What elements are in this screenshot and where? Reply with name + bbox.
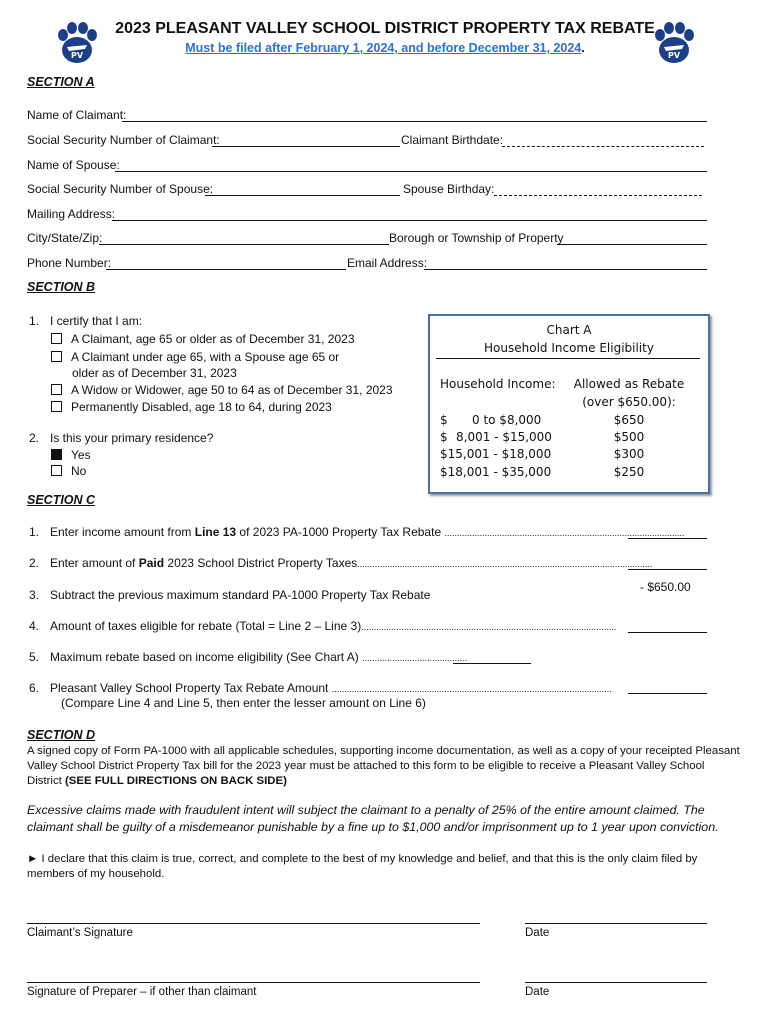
section-d-paragraph-text: A signed copy of Form PA-1000 with all applicable schedules, supporting income documentation, as well as a copy of your receipted Pleasant Valley School District Property Tax bill for the 2023 year must be attached to this form to be eligible to receive a Pleasant Valley School District <box>27 745 740 787</box>
line-5-number: 5. <box>29 650 40 664</box>
line-4-field[interactable] <box>628 632 707 633</box>
fraud-warning: Excessive claims made with fraudulent intent will subject the claimant to a penalty of 25% of the entire amount claimed. The claimant shall be guilty of a misdemeanor punishable by a fine up to $1,000 and/or imprisonment up to 1 year upon conviction. <box>27 803 719 834</box>
line-6-subtext: (Compare Line 4 and Line 5, then enter the lesser amount on Line 6) <box>61 696 426 710</box>
line-2-text-c: 2023 School District Property Taxes <box>164 556 358 570</box>
filing-deadline <box>0 41 770 55</box>
city-state-zip-label: City/State/Zip: <box>27 231 103 245</box>
preparer-signature-label: Signature of Preparer – if other than claimant <box>27 986 257 998</box>
section-d-paragraph <box>27 744 742 789</box>
income-row-1: 0 to $8,000 <box>472 413 542 427</box>
checkbox-icon[interactable] <box>51 333 62 344</box>
rebate-row-3: $300 <box>613 447 645 461</box>
option-disabled[interactable] <box>51 400 332 414</box>
claimant-ssn-label: Social Security Number of Claimant: <box>27 133 220 147</box>
line-3-number: 3. <box>29 588 40 602</box>
svg-text:PV: PV <box>70 51 84 60</box>
option-spouse-65-label: A Claimant under age 65, with a Spouse age 65 or <box>71 350 340 364</box>
checkbox-icon[interactable] <box>51 401 62 412</box>
claimant-ssn-field[interactable] <box>212 146 400 147</box>
question-1-number: 1. <box>29 314 40 328</box>
claimant-name-label: Name of Claimant: <box>27 108 127 122</box>
phone-label: Phone Number: <box>27 256 112 270</box>
income-row-2-dollar: $ <box>440 430 448 444</box>
line-3-value: - $650.00 <box>640 580 691 594</box>
checkbox-icon[interactable] <box>51 384 62 395</box>
line-4-leader: ...................................................................................................... <box>361 622 617 632</box>
option-no-label: No <box>71 464 87 478</box>
spouse-birthday-field[interactable] <box>494 195 702 196</box>
line-1-leader: ................................................................................................ <box>444 528 685 538</box>
line-6-field[interactable] <box>628 693 707 694</box>
line-5-text <box>50 650 467 664</box>
claimant-name-row <box>27 108 126 122</box>
spouse-ssn-row <box>27 182 213 196</box>
claimant-signature-field[interactable] <box>27 923 480 924</box>
chart-a-divider <box>436 358 700 359</box>
borough-township-label: Borough or Township of Property <box>389 231 564 245</box>
line-2-leader: ...................................................................................................................... <box>357 559 653 569</box>
checkbox-checked-icon[interactable] <box>51 449 62 460</box>
mailing-address-label: Mailing Address: <box>27 207 116 221</box>
date-2-label: Date <box>525 986 550 998</box>
question-1-text: I certify that I am: <box>50 314 143 328</box>
declaration <box>27 852 742 882</box>
section-b-heading: SECTION B <box>27 280 96 294</box>
checkbox-icon[interactable] <box>51 351 62 362</box>
line-2-text-a: Enter amount of <box>50 556 139 570</box>
spouse-name-field[interactable] <box>115 171 707 172</box>
option-widow[interactable] <box>51 383 393 397</box>
option-no[interactable] <box>51 464 86 478</box>
preparer-signature-field[interactable] <box>27 982 480 983</box>
line-4-number: 4. <box>29 619 40 633</box>
spouse-name-row <box>27 158 120 172</box>
line-1-text <box>50 525 685 539</box>
option-widow-label: A Widow or Widower, age 50 to 64 as of December 31, 2023 <box>71 383 393 397</box>
line-6-leader: ................................................................................................................ <box>331 684 612 694</box>
line-6-text-a: Pleasant Valley School Property Tax Rebate Amount <box>50 681 332 695</box>
line-1-text-c: of 2023 PA-1000 Property Tax Rebate <box>236 525 445 539</box>
chart-a-title: Chart A <box>546 323 592 337</box>
option-yes[interactable] <box>51 448 91 462</box>
income-header: Household Income: <box>440 377 556 391</box>
question-2-number: 2. <box>29 431 40 445</box>
question-2-text: Is this your primary residence? <box>50 431 214 445</box>
phone-field[interactable] <box>106 269 346 270</box>
filing-deadline-text: Must be filed after February 1, 2024, and before December 31, 2024 <box>185 41 582 55</box>
line-3-text: Subtract the previous maximum standard PA-1000 Property Tax Rebate <box>50 588 431 602</box>
section-d-directions: (SEE FULL DIRECTIONS ON BACK SIDE) <box>64 775 287 787</box>
claimant-birthdate-label: Claimant Birthdate: <box>401 133 504 147</box>
line-6-number: 6. <box>29 681 40 695</box>
rebate-header-1: Allowed as Rebate <box>573 377 685 391</box>
option-yes-label: Yes <box>71 448 91 462</box>
chart-a-subtitle: Household Income Eligibility <box>484 341 654 355</box>
claimant-birthdate-field[interactable] <box>502 146 704 147</box>
option-spouse-65[interactable] <box>51 350 339 364</box>
filing-deadline-period: . <box>581 41 585 55</box>
line-2-text <box>50 556 653 570</box>
city-state-zip-field[interactable] <box>99 244 389 245</box>
declaration-text: I declare that this claim is true, correct, and complete to the best of my knowledge and belief, and that this is the only claim filed by members of my household. <box>27 853 698 880</box>
line-1-text-b: Line 13 <box>194 525 237 539</box>
rebate-row-2: $500 <box>613 430 645 444</box>
spouse-birthday-label: Spouse Birthday: <box>403 182 495 196</box>
line-4-text-a: Amount of taxes eligible for rebate (Total = Line 2 – Line 3) <box>50 619 362 633</box>
svg-text:PV: PV <box>667 51 681 60</box>
line-2-number: 2. <box>29 556 40 570</box>
spouse-name-label: Name of Spouse: <box>27 158 120 172</box>
claimant-name-field[interactable] <box>122 121 707 122</box>
section-a-heading: SECTION A <box>27 75 95 89</box>
date-1-field[interactable] <box>525 923 707 924</box>
option-spouse-65-line2: older as of December 31, 2023 <box>72 366 237 380</box>
arrow-right-icon: ► <box>27 853 39 865</box>
income-row-3: $15,001 - $18,000 <box>440 447 552 461</box>
line-5-field[interactable] <box>453 663 531 664</box>
email-field[interactable] <box>424 269 707 270</box>
checkbox-icon[interactable] <box>51 465 62 476</box>
rebate-header-2: (over $650.00): <box>582 395 676 409</box>
line-6-text <box>50 681 626 695</box>
income-row-2: 8,001 - $15,000 <box>456 430 552 444</box>
income-row-1-dollar: $ <box>440 413 448 427</box>
borough-township-field[interactable] <box>557 244 707 245</box>
form-title: 2023 PLEASANT VALLEY SCHOOL DISTRICT PROPERTY TAX REBATE <box>115 20 655 37</box>
income-row-4: $18,001 - $35,000 <box>440 465 552 479</box>
chart-a-box <box>428 314 710 494</box>
email-label: Email Address: <box>347 256 428 270</box>
claimant-signature-label: Claimant’s Signature <box>27 927 133 939</box>
spouse-ssn-label: Social Security Number of Spouse: <box>27 182 214 196</box>
spouse-ssn-field[interactable] <box>205 195 400 196</box>
section-c-heading: SECTION C <box>27 493 96 507</box>
rebate-row-4: $250 <box>613 465 645 479</box>
line-1-text-a: Enter income amount from <box>50 525 195 539</box>
line-1-field[interactable] <box>628 538 707 539</box>
line-5-text-a: Maximum rebate based on income eligibility (See Chart A) <box>50 650 363 664</box>
claimant-ssn-row <box>27 133 220 147</box>
line-2-text-b: Paid <box>138 556 165 570</box>
option-claimant-65[interactable] <box>51 332 355 346</box>
date-1-label: Date <box>525 927 550 939</box>
line-4-text <box>50 619 626 633</box>
mailing-address-row <box>27 207 115 221</box>
line-1-number: 1. <box>29 525 40 539</box>
mailing-address-field[interactable] <box>112 220 707 221</box>
rebate-row-1: $650 <box>613 413 645 427</box>
option-disabled-label: Permanently Disabled, age 18 to 64, during 2023 <box>71 400 332 414</box>
phone-row <box>27 256 111 270</box>
option-claimant-65-label: A Claimant, age 65 or older as of December 31, 2023 <box>71 332 355 346</box>
section-d-heading: SECTION D <box>27 728 96 742</box>
city-state-zip-row <box>27 231 102 245</box>
line-5-leader: .......................................... <box>362 653 468 663</box>
date-2-field[interactable] <box>525 982 707 983</box>
line-2-field[interactable] <box>628 569 707 570</box>
